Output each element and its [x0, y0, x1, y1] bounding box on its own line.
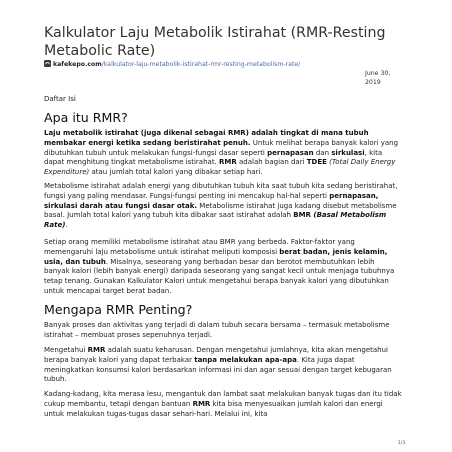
- text-span: RMR: [87, 346, 106, 354]
- text-span: pernapasan: [267, 148, 314, 157]
- page-number: 1/3: [398, 441, 406, 446]
- text-span: (Total Daily Energy Expenditure): [44, 158, 396, 176]
- paragraph-s2-2: [44, 346, 402, 385]
- publish-date: [365, 70, 390, 87]
- text-span: kita bisa menyesuaikan jumlah kalori dan energi untuk melakukan tugas-tugas dasar sehari-hari. Melalui ini, kita: [44, 399, 383, 418]
- text-span: Mengetahui: [44, 346, 88, 354]
- table-of-contents-label[interactable]: Daftar Isi: [44, 95, 76, 103]
- text-span: . Misalnya, seseorang yang berbadan besar dan berotot membutuhkan lebih banyak kalori (lebih banyak energi) daripada seseorang yang sangat kecil untuk menjaga tubuhnya tetap tenang. Gunakan Kalkulator Kalori untuk mengetahui berapa banyak kalori yang dibutuhkan untuk mencapai target berat badan.: [44, 257, 395, 295]
- paragraph-s2-1: Banyak proses dan aktivitas yang terjadi di dalam tubuh secara bersama – termasuk metabolisme istirahat – membuat proses sepenuhnya terjadi.: [44, 321, 390, 339]
- text-span: .: [65, 221, 68, 229]
- text-span: sirkulasi: [331, 148, 365, 157]
- section-heading-apa-itu-rmr: Apa itu RMR?: [44, 110, 128, 125]
- text-span: Untuk melihat berapa banyak kalori yang dibutuhkan tubuh untuk melakukan fungsi-fungsi dasar seperti: [44, 138, 399, 157]
- text-span: , kita dapat menghitung tingkat metabolisme istirahat.: [44, 148, 383, 167]
- text-span: Setiap orang memiliki metabolisme istirahat atau BMR yang berbeda. Faktor-faktor yang memengaruhi laju metabolisme untuk istirahat meliputi komposisi: [44, 238, 355, 256]
- source-line: [44, 60, 300, 68]
- section-heading-mengapa-rmr-penting: Mengapa RMR Penting?: [44, 302, 193, 317]
- text-span: adalah suatu keharusan. Dengan mengetahui jumlahnya, kita akan mengetahui berapa banyak kalori yang dapat terbakar: [44, 346, 388, 364]
- text-span: RMR: [219, 158, 237, 167]
- article-title: Kalkulator Laju Metabolik Istirahat (RMR-Resting Metabolic Rate): [44, 25, 386, 59]
- text-span: . Kita juga dapat meningkatkan konsumsi kalori berdasarkan informasi ini dan agar sesuai dengan target kebugaran tubuh.: [44, 355, 392, 384]
- text-span: TDEE: [306, 158, 327, 167]
- text-span: tanpa melakukan apa-apa: [194, 355, 297, 364]
- text-span: pernapasan, sirkulasi darah atau fungsi dasar otak.: [44, 191, 379, 210]
- text-span: Metabolisme istirahat adalah energi yang dibutuhkan tubuh kita saat tubuh kita sedang beristirahat, fungsi yang paling mendasar. Fungsi-fungsi penting ini mencakup hal-hal seperti: [44, 182, 398, 200]
- text-span: (Basal Metabolism Rate): [44, 211, 387, 229]
- date-line-2: 2019: [365, 78, 381, 86]
- text-span: BMR: [293, 211, 311, 220]
- text-span: adalah bagian dari: [236, 158, 307, 167]
- text-span: berat badan, jenis kelamin, usia, dan tubuh: [44, 247, 388, 266]
- date-line-1: June 30,: [365, 70, 391, 77]
- paragraph-s2-3: [44, 390, 402, 419]
- source-path[interactable]: /kalkulator-laju-metabolik-istirahat-rmr-resting-metabolism-rate/: [101, 61, 301, 68]
- text-span: Kadang-kadang, kita merasa lesu, mengantuk dan lambat saat melakukan banyak tugas dan itu tidak cukup membantu, tetapi dengan bantuan: [44, 390, 402, 408]
- text-span: dan: [313, 148, 332, 157]
- text-span: RMR: [192, 399, 211, 408]
- site-favicon-icon: [44, 60, 51, 67]
- paragraph-s1-3: [44, 238, 402, 297]
- paragraph-s1-1: [44, 129, 402, 178]
- text-span: Metabolisme istirahat juga kadang disebut metabolisme basal. Jumlah total kalori yang tubuh kita dibakar saat istirahat adalah: [44, 201, 397, 220]
- text-span: atau jumlah total kalori yang dibakar setiap hari.: [89, 168, 263, 176]
- paragraph-s1-2: [44, 182, 402, 231]
- text-span: Laju metabolik istirahat (juga dikenal sebagai RMR) adalah tingkat di mana tubuh membakar energi ketika sedang beristirahat penuh.: [44, 129, 369, 147]
- source-site[interactable]: kafekepo.com: [53, 61, 102, 68]
